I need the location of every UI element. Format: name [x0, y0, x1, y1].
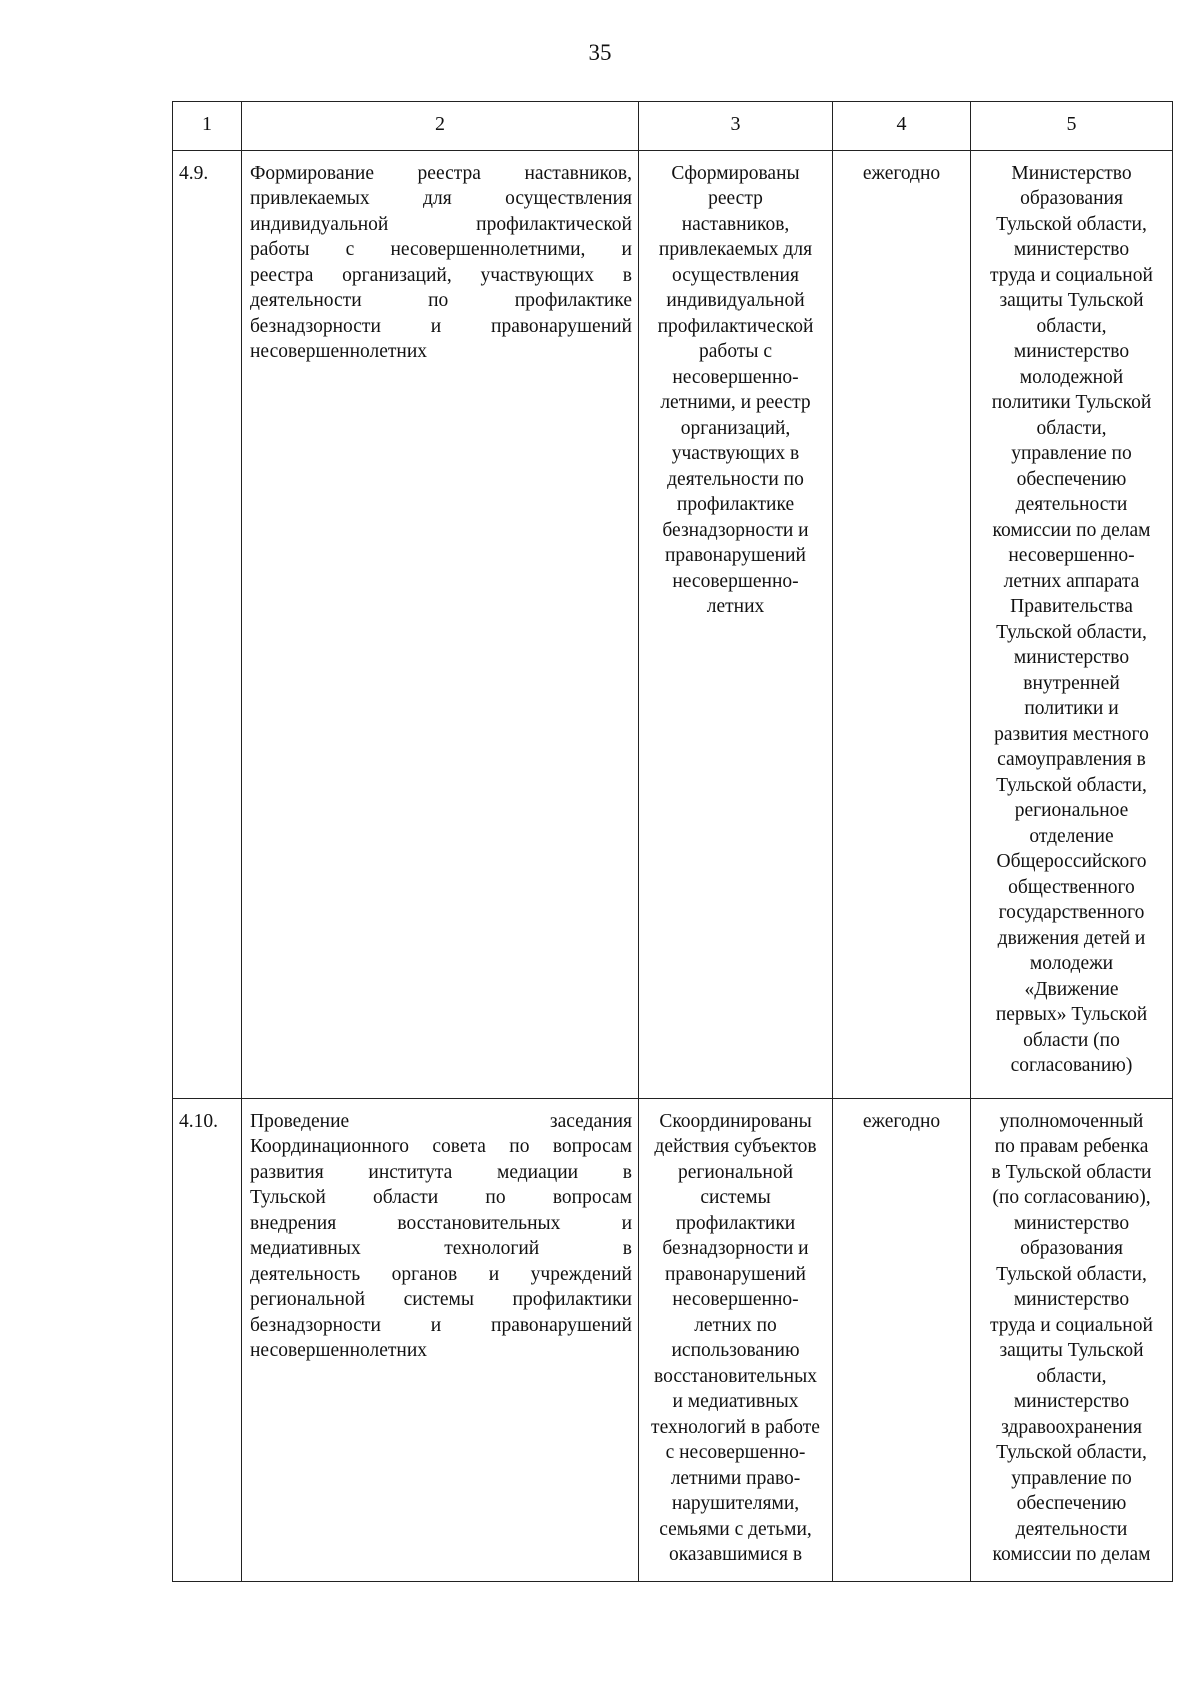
- table-row: [173, 1098, 1173, 1581]
- text-line: семьями с детьми,: [659, 1518, 812, 1540]
- text-line: в Тульской области: [991, 1161, 1152, 1183]
- text-line: Скоординированы: [659, 1110, 812, 1132]
- text-line: области,: [1036, 315, 1107, 337]
- text-line: летних по: [694, 1314, 777, 1336]
- text-line: и медиативных: [672, 1391, 799, 1412]
- text-line: работы с несовершеннолетними, и: [250, 239, 632, 260]
- text-line: системы: [700, 1187, 771, 1208]
- text-line: развития местного: [994, 723, 1149, 745]
- text-line: управление по: [1011, 1467, 1132, 1489]
- text-line: восстановительных: [654, 1365, 817, 1387]
- text-line: организаций,: [680, 417, 791, 439]
- text-line: технологий в работе: [651, 1416, 820, 1438]
- text-line: привлекаемых для: [658, 239, 813, 260]
- text-line: Правительства: [1010, 596, 1133, 617]
- text-line: защиты Тульской: [999, 1340, 1144, 1361]
- period: ежегодно: [833, 1098, 971, 1581]
- text-line: безнадзорности и: [662, 519, 809, 541]
- text-line: политики и: [1024, 698, 1119, 719]
- text-line: области,: [1036, 1365, 1107, 1387]
- expected-result: [639, 1098, 833, 1581]
- text-line: комиссии по делам: [992, 1544, 1151, 1565]
- text-line: Тульской области,: [996, 774, 1147, 796]
- text-line: работы с: [699, 341, 772, 362]
- text-line: несовершенно-: [672, 366, 799, 388]
- responsible-bodies: [971, 1098, 1173, 1581]
- expected-result: [639, 150, 833, 1098]
- text-line: по правам ребенка: [994, 1136, 1149, 1157]
- text-line: внедрения восстановительных и: [250, 1212, 632, 1234]
- text-line: профилактике: [676, 494, 795, 515]
- text-line: Тульской области по вопросам: [250, 1187, 632, 1208]
- column-header: 3: [639, 102, 833, 151]
- text-line: деятельности по: [667, 468, 804, 490]
- text-line: «Движение: [1024, 978, 1119, 1000]
- text-line: региональной системы профилактики: [250, 1289, 632, 1310]
- text-line: оказавшимися в: [668, 1544, 803, 1565]
- text-line: комиссии по делам: [992, 519, 1151, 541]
- text-line: несовершенно-: [672, 570, 799, 592]
- text-line: министерство: [1013, 1212, 1130, 1234]
- text-line: развития института медиации в: [250, 1161, 632, 1183]
- text-line: отделение: [1029, 825, 1114, 847]
- text-line: индивидуальной профилактической: [250, 213, 632, 235]
- text-line: молодежи: [1029, 953, 1114, 974]
- text-line: наставников,: [681, 213, 790, 235]
- text-line: министерство: [1013, 341, 1130, 362]
- measure-description: [242, 1098, 639, 1581]
- column-header: 2: [242, 102, 639, 151]
- text-line: несовершенно-: [1008, 545, 1135, 566]
- period: ежегодно: [833, 150, 971, 1098]
- text-line: правонарушений: [665, 1263, 806, 1285]
- text-line: Тульской области,: [996, 1263, 1147, 1285]
- measures-table: [172, 101, 1173, 1582]
- text-line: профилактической: [657, 315, 814, 337]
- text-line: Тульской области,: [996, 213, 1147, 235]
- column-header: 4: [833, 102, 971, 151]
- responsible-bodies: [971, 150, 1173, 1098]
- item-number: 4.10.: [173, 1098, 242, 1581]
- text-line: несовершеннолетних: [250, 341, 428, 362]
- text-line: министерство: [1013, 1391, 1130, 1412]
- text-line: Общероссийского: [996, 851, 1147, 872]
- text-line: здравоохранения: [1001, 1416, 1142, 1438]
- text-line: региональное: [1014, 800, 1129, 821]
- item-number: 4.9.: [173, 150, 242, 1098]
- text-line: Сформированы: [671, 162, 800, 184]
- text-line: Формирование реестра наставников,: [250, 162, 632, 184]
- text-line: медиативных технологий в: [250, 1238, 632, 1259]
- text-line: (по согласованию),: [992, 1187, 1151, 1208]
- text-line: образования: [1020, 188, 1123, 209]
- text-line: согласованию): [1010, 1055, 1133, 1076]
- text-line: летними право-: [670, 1467, 801, 1489]
- text-line: участвующих в: [671, 443, 800, 464]
- text-line: Координационного совета по вопросам: [250, 1136, 632, 1157]
- text-line: труда и социальной: [990, 1314, 1153, 1336]
- text-line: Проведение заседания: [250, 1110, 632, 1132]
- page-number: 35: [588, 40, 612, 65]
- text-line: государственного: [998, 902, 1145, 923]
- text-line: первых» Тульской: [995, 1004, 1148, 1025]
- text-line: министерство: [1013, 239, 1130, 260]
- text-line: безнадзорности и правонарушений: [250, 1314, 632, 1336]
- text-line: управление по: [1011, 443, 1132, 464]
- text-line: министерство: [1013, 1289, 1130, 1310]
- text-line: реестр: [708, 188, 763, 209]
- text-line: Тульской области,: [996, 621, 1147, 643]
- table-row: [173, 150, 1173, 1098]
- text-line: министерство: [1013, 647, 1130, 668]
- text-line: безнадзорности и правонарушений: [250, 315, 632, 337]
- text-line: движения детей и: [997, 927, 1146, 949]
- text-line: обеспечению: [1016, 468, 1127, 490]
- text-line: образования: [1020, 1238, 1123, 1259]
- text-line: обеспечению: [1016, 1493, 1127, 1514]
- text-line: летних аппарата: [1003, 570, 1140, 592]
- text-line: общественного: [1008, 876, 1135, 898]
- text-line: области,: [1036, 417, 1107, 439]
- column-header: 1: [173, 102, 242, 151]
- text-line: индивидуальной: [666, 290, 805, 311]
- text-line: деятельности: [1015, 1518, 1128, 1540]
- text-line: труда и социальной: [990, 264, 1153, 286]
- text-line: привлекаемых для осуществления: [250, 188, 632, 209]
- text-line: Тульской области,: [996, 1442, 1147, 1463]
- text-line: использованию: [671, 1340, 800, 1361]
- text-line: действия субъектов: [654, 1136, 817, 1157]
- text-line: профилактики: [675, 1212, 796, 1234]
- text-line: осуществления: [672, 264, 799, 286]
- text-line: деятельности по профилактике: [250, 290, 632, 311]
- text-line: несовершеннолетних: [250, 1340, 428, 1361]
- text-line: правонарушений: [665, 545, 806, 566]
- table-header-row: [173, 102, 1173, 151]
- text-line: летних: [706, 596, 765, 617]
- text-line: самоуправления в: [997, 749, 1146, 770]
- text-line: с несовершенно-: [665, 1442, 806, 1463]
- text-line: уполномоченный: [999, 1110, 1144, 1132]
- text-line: нарушителями,: [671, 1493, 800, 1514]
- text-line: Министерство: [1011, 162, 1132, 184]
- text-line: несовершенно-: [672, 1289, 799, 1310]
- column-header: 5: [971, 102, 1173, 151]
- text-line: защиты Тульской: [999, 290, 1144, 311]
- text-line: реестра организаций, участвующих в: [250, 264, 632, 286]
- measure-description: [242, 150, 639, 1098]
- text-line: области (по: [1023, 1029, 1120, 1051]
- text-line: безнадзорности и: [662, 1238, 809, 1259]
- text-line: политики Тульской: [991, 392, 1152, 413]
- text-line: летними, и реестр: [660, 392, 811, 413]
- text-line: деятельность органов и учреждений: [250, 1263, 632, 1285]
- text-line: деятельности: [1015, 494, 1128, 515]
- text-line: внутренней: [1023, 672, 1120, 694]
- text-line: региональной: [677, 1161, 794, 1183]
- text-line: молодежной: [1019, 366, 1124, 388]
